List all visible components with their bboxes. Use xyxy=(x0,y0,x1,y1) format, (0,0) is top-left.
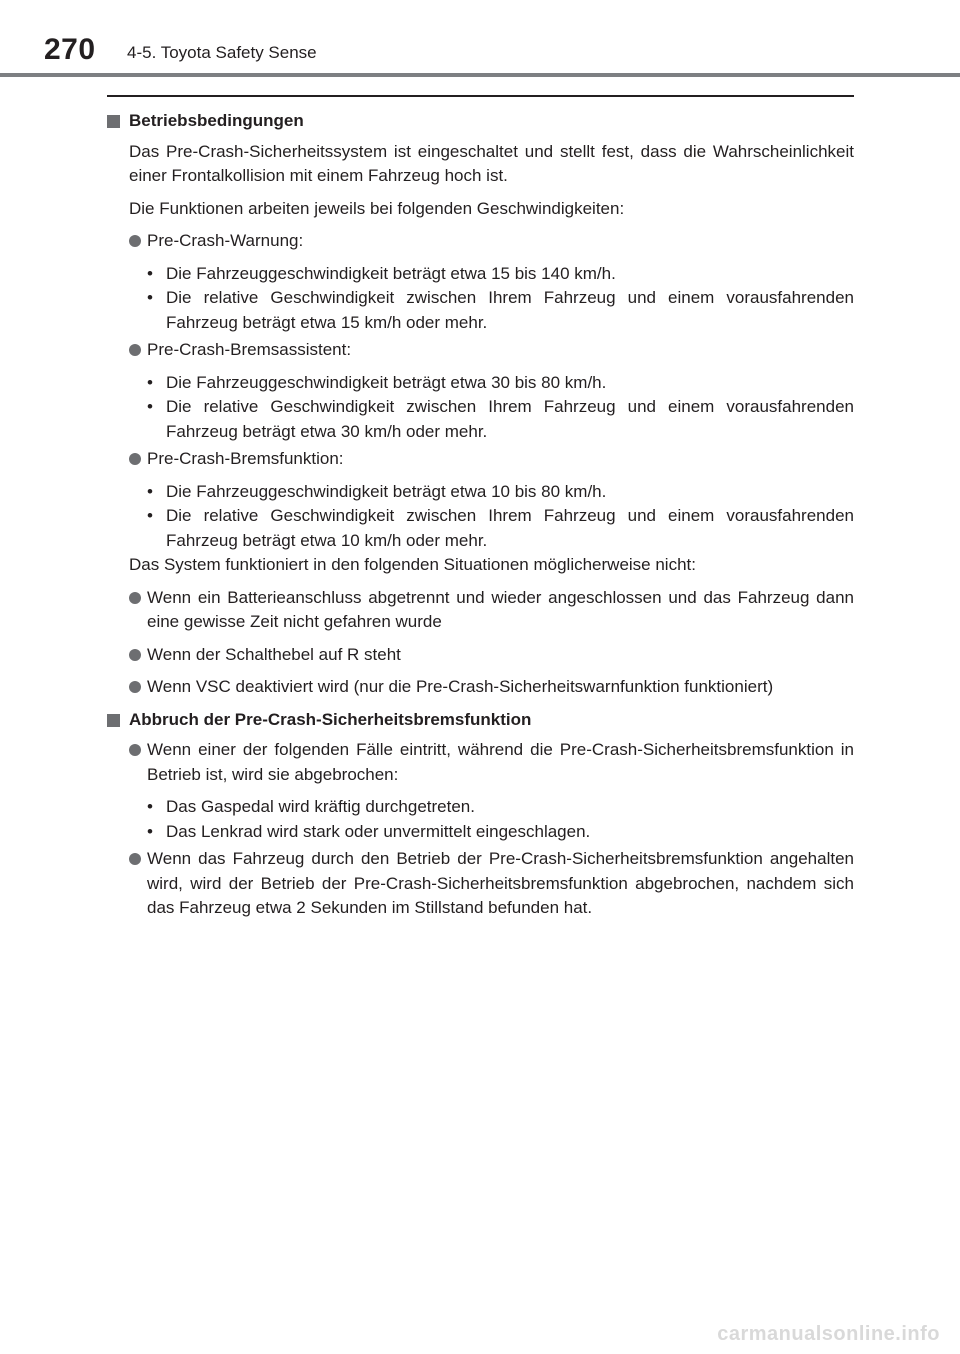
section-heading-cancel xyxy=(107,708,854,733)
dot-marker-icon: • xyxy=(147,397,153,416)
list-item: Pre-Crash-Bremsfunktion: xyxy=(107,447,854,472)
sub-list-item: • Die relative Geschwindigkeit zwischen Ihrem Fahrzeug und einem vorausfahrenden Fahrzeug beträgt etwa 15 km/h oder mehr. xyxy=(147,288,854,332)
sub-list-item: • Das Gaspedal wird kräftig durchgetreten. xyxy=(107,795,854,820)
list-item: Wenn ein Batterieanschluss abgetrennt und wieder angeschlossen und das Fahrzeug dann eine gewisse Zeit nicht gefahren wurde xyxy=(107,586,854,635)
dot-marker-icon: • xyxy=(147,821,153,841)
watermark: carmanualsonline.info xyxy=(717,1323,940,1345)
page-header xyxy=(0,0,960,78)
list-item: Wenn VSC deaktiviert wird (nur die Pre-Crash-Sicherheitswarnfunktion funktioniert) xyxy=(107,675,854,700)
list-item: Wenn der Schalthebel auf R steht xyxy=(107,643,854,668)
paragraph: Das Pre-Crash-Sicherheitssystem ist eingeschaltet und stellt fest, dass die Wahrscheinlichkeit einer Frontalkollision mit einem Fahrzeug hoch ist. xyxy=(129,141,854,185)
round-bullet-icon xyxy=(129,744,141,756)
dot-marker-icon: • xyxy=(147,481,153,501)
dot-marker-icon: • xyxy=(147,372,153,392)
dot-marker-icon: • xyxy=(147,797,153,816)
round-bullet-icon xyxy=(129,853,141,865)
square-bullet-icon xyxy=(107,115,120,128)
section-title: 4-5. Toyota Safety Sense xyxy=(127,43,317,62)
dot-marker-icon: • xyxy=(147,288,153,307)
square-bullet-icon xyxy=(107,714,120,727)
dot-marker-icon: • xyxy=(147,263,153,283)
list-item: Wenn das Fahrzeug durch den Betrieb der Pre-Crash-Sicherheitsbremsfunktion angehalten wird, wird der Betrieb der Pre-Crash-Sicherheitsbremsfunktion abgebrochen, nachdem sich das Fahrzeug etwa 2 Sekunden im Stillstand befunden hat. xyxy=(107,847,854,921)
paragraph: Das System funktioniert in den folgenden Situationen möglicherweise nicht: xyxy=(129,555,696,574)
heading-text: Abbruch der Pre-Crash-Sicherheitsbremsfunktion xyxy=(129,709,532,729)
header-divider xyxy=(0,73,960,77)
list-item: Wenn einer der folgenden Fälle eintritt, während die Pre-Crash-Sicherheitsbremsfunktion in Betrieb ist, wird sie abgebrochen: xyxy=(107,738,854,787)
round-bullet-icon xyxy=(129,453,141,465)
round-bullet-icon xyxy=(129,344,141,356)
round-bullet-icon xyxy=(129,592,141,604)
page-content xyxy=(107,109,854,921)
paragraph: Die Funktionen arbeiten jeweils bei folgenden Geschwindigkeiten: xyxy=(129,198,625,218)
dot-marker-icon: • xyxy=(147,506,153,525)
round-bullet-icon xyxy=(129,649,141,661)
sub-list-item: • Die Fahrzeuggeschwindigkeit beträgt etwa 30 bis 80 km/h. xyxy=(107,371,854,396)
sub-list-item: • Das Lenkrad wird stark oder unvermittelt eingeschlagen. xyxy=(107,820,854,845)
list-item: Pre-Crash-Warnung: xyxy=(107,229,854,254)
sub-list-item: • Die relative Geschwindigkeit zwischen Ihrem Fahrzeug und einem vorausfahrenden Fahrzeug beträgt etwa 10 km/h oder mehr. xyxy=(147,506,854,550)
content-divider xyxy=(107,95,854,97)
sub-list-item: • Die Fahrzeuggeschwindigkeit beträgt etwa 10 bis 80 km/h. xyxy=(107,480,854,505)
sub-list-item: • Die Fahrzeuggeschwindigkeit beträgt etwa 15 bis 140 km/h. xyxy=(107,262,854,287)
page-number: 270 xyxy=(44,33,96,66)
section-heading-conditions xyxy=(107,109,854,134)
round-bullet-icon xyxy=(129,681,141,693)
sub-list-item: • Die relative Geschwindigkeit zwischen Ihrem Fahrzeug und einem vorausfahrenden Fahrzeug beträgt etwa 30 km/h oder mehr. xyxy=(147,397,854,441)
list-item: Pre-Crash-Bremsassistent: xyxy=(107,338,854,363)
heading-text: Betriebsbedingungen xyxy=(129,111,304,130)
round-bullet-icon xyxy=(129,235,141,247)
